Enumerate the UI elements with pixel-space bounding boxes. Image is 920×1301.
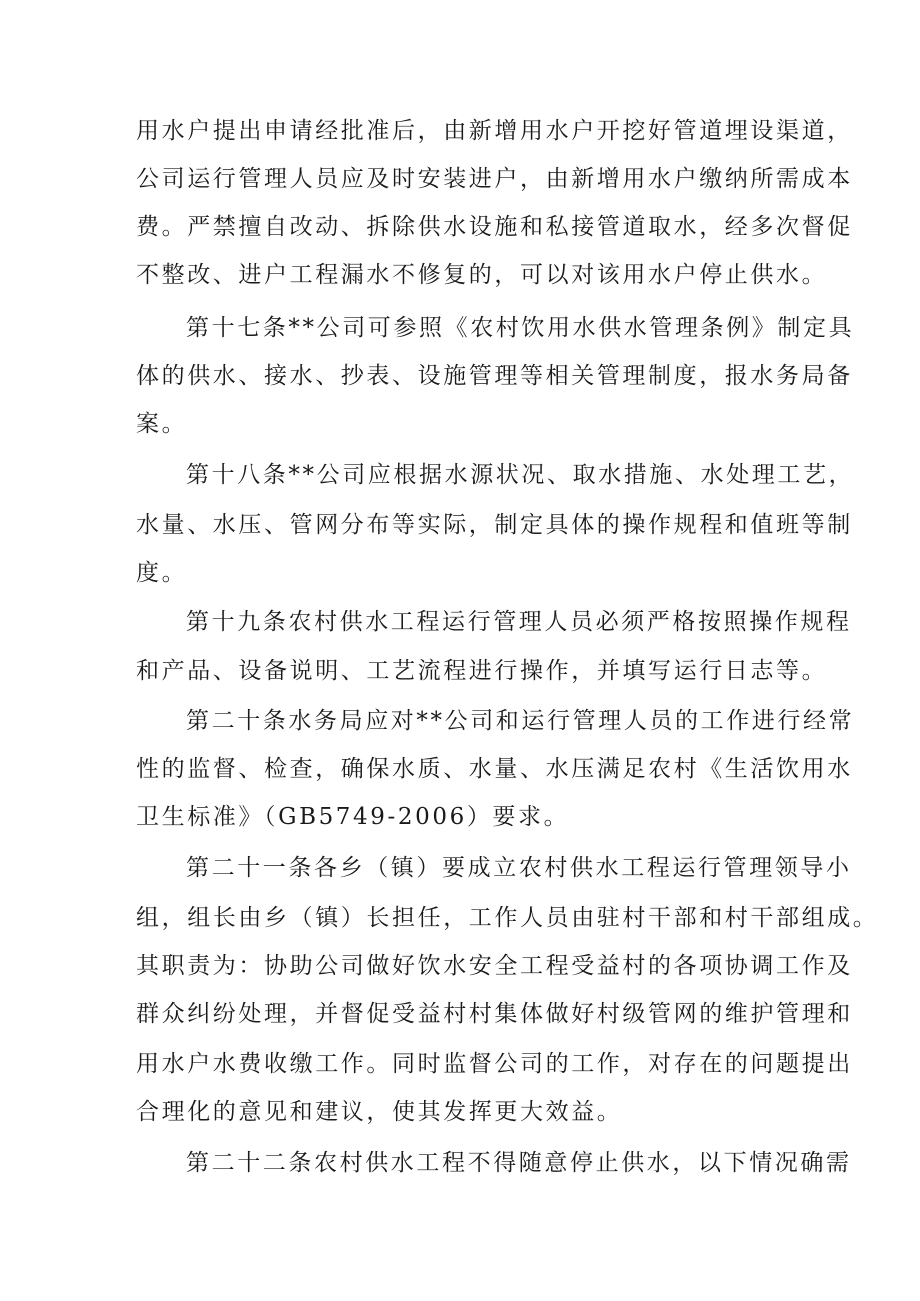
article-17-heading-line: 第十七条**公司可参照《农村饮用水供水管理条例》制定具: [186, 315, 855, 341]
text-line: 用水户水费收缴工作。同时监督公司的工作，对存在的问题提出: [136, 1051, 853, 1077]
article-22-heading-line: 第二十二条农村供水工程不得随意停止供水，以下情况确需: [186, 1150, 852, 1176]
text-line: 案。: [136, 411, 188, 437]
article-18-heading-line: 第十八条**公司应根据水源状况、取水措施、水处理工艺，: [186, 462, 855, 488]
text-line: 组，组长由乡（镇）长担任，工作人员由驻村干部和村干部组成。: [136, 905, 879, 931]
text-line: 群众纠纷处理，并督促受益村村集体做好村级管网的维护管理和: [136, 1001, 853, 1027]
text-line: 用水户提出申请经批准后，由新增用水户开挖好管道埋设渠道，: [136, 118, 853, 144]
text-line: 性的监督、检查，确保水质、水量、水压满足农村《生活饮用水: [136, 756, 853, 782]
text-line: 公司运行管理人员应及时安装进户，由新增用水户缴纳所需成本: [136, 166, 853, 192]
article-19-heading-line: 第十九条农村供水工程运行管理人员必须严格按照操作规程: [186, 609, 852, 635]
text-line: 合理化的意见和建议，使其发挥更大效益。: [136, 1099, 623, 1125]
article-21-heading-line: 第二十一条各乡（镇）要成立农村供水工程运行管理领导小: [186, 855, 852, 881]
text-line: 其职责为：协助公司做好饮水安全工程受益村的各项协调工作及: [136, 953, 853, 979]
article-20-heading-line: 第二十条水务局应对**公司和运行管理人员的工作进行经常: [186, 708, 855, 734]
text-line: 费。严禁擅自改动、拆除供水设施和私接管道取水，经多次督促: [136, 214, 853, 240]
text-line: 不整改、进户工程漏水不修复的，可以对该用水户停止供水。: [136, 262, 828, 288]
text-line: 体的供水、接水、抄表、设施管理等相关管理制度，报水务局备: [136, 363, 853, 389]
text-line: 水量、水压、管网分布等实际，制定具体的操作规程和值班等制: [136, 512, 853, 538]
text-line: 和产品、设备说明、工艺流程进行操作，并填写运行日志等。: [136, 658, 828, 684]
text-line: 度。: [136, 560, 188, 586]
text-line: 卫生标准》（GB5749-2006）要求。: [136, 804, 570, 830]
